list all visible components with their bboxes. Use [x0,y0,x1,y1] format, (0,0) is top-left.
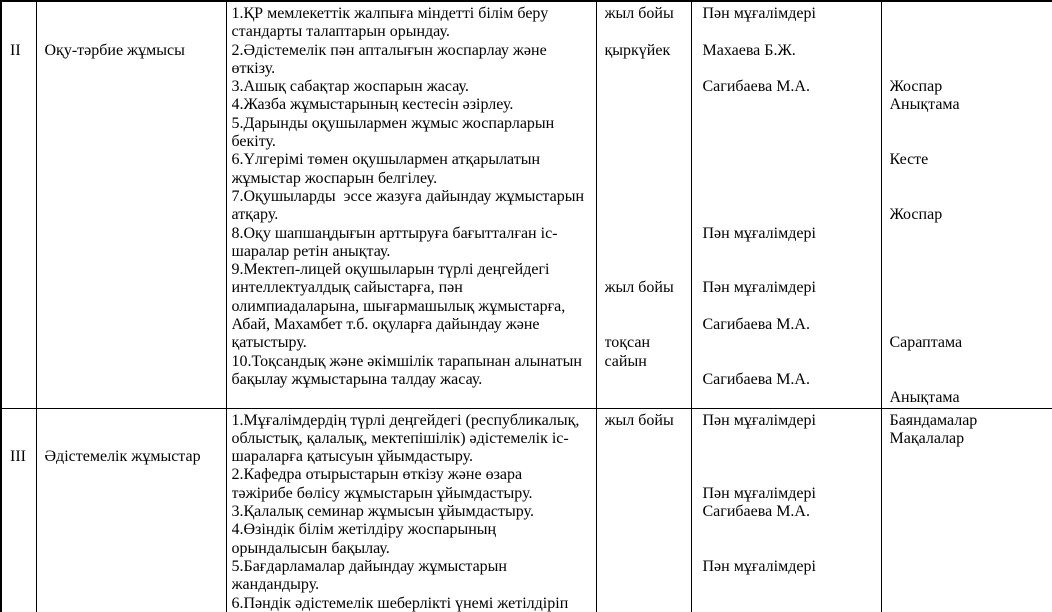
text-line [605,261,689,279]
text-line: Пән мұғалімдері [702,5,816,22]
text-line [703,133,879,151]
text-line [703,96,879,114]
text-line [605,595,689,612]
text-line [890,5,1051,23]
text-line: Сагибаева М.А. [702,370,810,388]
text-line: жыл бойы [604,279,674,297]
text-line [605,78,689,96]
text-line [605,133,689,151]
text-line [605,430,689,448]
text-line [605,485,689,503]
text-line [890,188,1051,206]
text-line [703,595,879,612]
period-text [605,5,689,408]
text-line: интеллектуалдық сайыстарға, пән [231,279,463,297]
text-line [890,595,1051,612]
text-line [703,448,879,466]
text-line [890,485,1051,503]
text-line [605,60,689,78]
text-line: 4.Өзіндік білім жетілдіру жоспарының [231,521,497,539]
responsible-cell [691,1,881,408]
text-line [605,540,689,558]
text-line: Сагибаева М.А. [702,503,810,521]
text-line [703,60,879,78]
text-line [890,279,1051,297]
category-cell [36,408,226,612]
text-line: жұмыстар жоспарын белгілеу. [231,169,438,187]
text-line: стандарты талаптарын орындау. [231,23,450,41]
text-line: облыстық, қалалық, мектепішілік) әдістемелік іс- [231,429,569,447]
text-line: Анықтама [889,96,960,114]
text-line [703,261,879,279]
text-line [703,23,879,41]
text-line [605,371,689,389]
text-line [605,576,689,594]
text-line: 3.Ашық сабақтар жоспарын жасау. [231,78,469,96]
text-line [605,448,689,466]
text-line: бекіту. [231,133,276,151]
category-cell [36,1,226,408]
text-line [703,540,879,558]
text-line [890,42,1051,60]
text-line [890,503,1051,521]
output-text [890,412,1051,612]
text-line [890,133,1051,151]
text-line [703,170,879,188]
text-line: Жоспар [889,206,943,224]
text-line [890,261,1051,279]
text-line [605,298,689,316]
text-line [890,448,1051,466]
text-line: Пән мұғалімдері [702,224,816,242]
responsible-text [703,5,879,408]
text-line [605,96,689,114]
text-line: 9.Мектеп-лицей оқушыларын түрлі деңгейдегі [231,261,550,279]
text-line: 6.Үлгерімі төмен оқушылармен атқарылатын [231,151,541,169]
text-line [703,298,879,316]
text-line: тәжірибе бөлісу жұмыстарын ұйымдастыру. [231,484,533,502]
text-line [703,243,879,261]
text-line: жыл бойы [604,5,674,22]
text-line: 6.Пәндік әдістемелік шеберлікті үнемі жетілдіріп [231,594,569,612]
text-line [703,353,879,371]
text-line: 10.Тоқсандық және әкімшілік тарапынан алынатын [231,352,582,370]
text-line [232,389,594,407]
text-line: Кесте [889,151,929,169]
text-line [605,316,689,334]
text-line: 2.Әдістемелік пән апталығын жоспарлау және [231,41,547,59]
tasks-cell [226,408,596,612]
text-line: қыркүйек [604,41,671,59]
text-line: 4.Жазба жұмыстарының кестесін әзірлеу. [231,96,514,114]
text-line [605,558,689,576]
period-cell [596,1,691,408]
text-line: өткізу. [231,59,276,77]
text-line [890,170,1051,188]
text-line: жандандыру. [231,576,320,594]
text-line [703,151,879,169]
tasks-cell [226,1,596,408]
text-line [703,466,879,484]
text-line: Сагибаева М.А. [702,316,810,334]
text-line [703,188,879,206]
text-line [605,389,689,407]
text-line: қатыстыру. [231,334,307,352]
period-text [605,412,689,612]
text-line: Жоспар [889,78,943,96]
text-line: Пән мұғалімдері [702,557,816,575]
text-line [605,466,689,484]
row-number-cell [1,1,36,408]
text-line: 1.Мұғалімдердің түрлі деңгейдегі (республикалық, [231,411,580,429]
text-line: жыл бойы [604,411,674,429]
output-cell [881,408,1052,612]
text-line [605,225,689,243]
text-line: Сараптама [889,334,963,352]
row-number: III [10,448,26,466]
text-line: Сагибаева М.А. [702,78,810,96]
text-line [605,151,689,169]
text-line: Пән мұғалімдері [702,279,816,297]
text-line: Пән мұғалімдері [702,484,816,502]
text-line [890,558,1051,576]
tasks-text [232,5,594,408]
text-line [703,115,879,133]
text-line: сайын [604,352,647,370]
table-row [1,1,1052,408]
text-line [890,371,1051,389]
text-line [703,430,879,448]
text-line: Пән мұғалімдері [702,411,816,429]
text-line: атқару. [231,206,279,224]
text-line [605,206,689,224]
text-line [890,243,1051,261]
text-line [890,353,1051,371]
text-line: Мақалалар [889,429,965,447]
text-line [890,60,1051,78]
text-line: 7.Оқушыларды эссе жазуға дайындау жұмыстарын [231,187,585,205]
text-line: 1.ҚР мемлекеттік жалпыға міндетті білім беру [231,5,549,22]
text-line [605,243,689,261]
responsible-text [703,412,879,612]
text-line: Анықтама [889,389,960,407]
text-line [890,23,1051,41]
category-label: Оқу-тәрбие жұмысы [44,41,185,59]
text-line: 8.Оқу шапшаңдығын арттыруға бағытталған іс- [231,224,558,242]
category-label: Әдістемелік жұмыстар [44,448,201,466]
text-line: шараларға қатысуын ұйымдастыру. [231,448,474,466]
row-number-cell [1,408,36,612]
row-number: II [10,41,21,59]
text-line [605,503,689,521]
text-line: шаралар ретін анықтау. [231,242,391,260]
text-line [605,115,689,133]
text-line: бақылау жұмыстарына талдау жасау. [231,370,483,388]
period-cell [596,408,691,612]
text-line: Баяндамалар [889,411,978,429]
responsible-cell [691,408,881,612]
text-line [605,170,689,188]
text-line [890,316,1051,334]
text-line: 5.Бағдарламалар дайындау жұмыстарын [231,557,507,575]
text-line: Абай, Махамбет т.б. оқуларға дайындау және [231,316,540,334]
text-line [890,466,1051,484]
text-line [605,188,689,206]
text-line [703,389,879,407]
text-line: 3.Қалалық семинар жұмысын ұйымдастыру. [231,503,534,521]
text-line: 5.Дарынды оқушылармен жұмыс жоспарларын [231,114,555,132]
output-text [890,5,1051,408]
text-line [605,521,689,539]
text-line [703,334,879,352]
text-line [703,521,879,539]
output-cell [881,1,1052,408]
text-line [605,23,689,41]
text-line [890,521,1051,539]
text-line: тоқсан [604,334,651,352]
text-line: олимпиадаларына, шығармашылық жұмыстарға, [231,297,566,315]
tasks-text [232,412,594,612]
text-line [890,540,1051,558]
text-line [890,576,1051,594]
text-line: 2.Кафедра отырыстарын өткізу және өзара [231,466,523,484]
text-line [703,576,879,594]
text-line [890,298,1051,316]
text-line: Махаева Б.Ж. [702,41,796,59]
text-line: орындалысын бақылау. [231,539,390,557]
text-line [703,206,879,224]
text-line [890,225,1051,243]
text-line [890,115,1051,133]
table-row [1,408,1052,612]
